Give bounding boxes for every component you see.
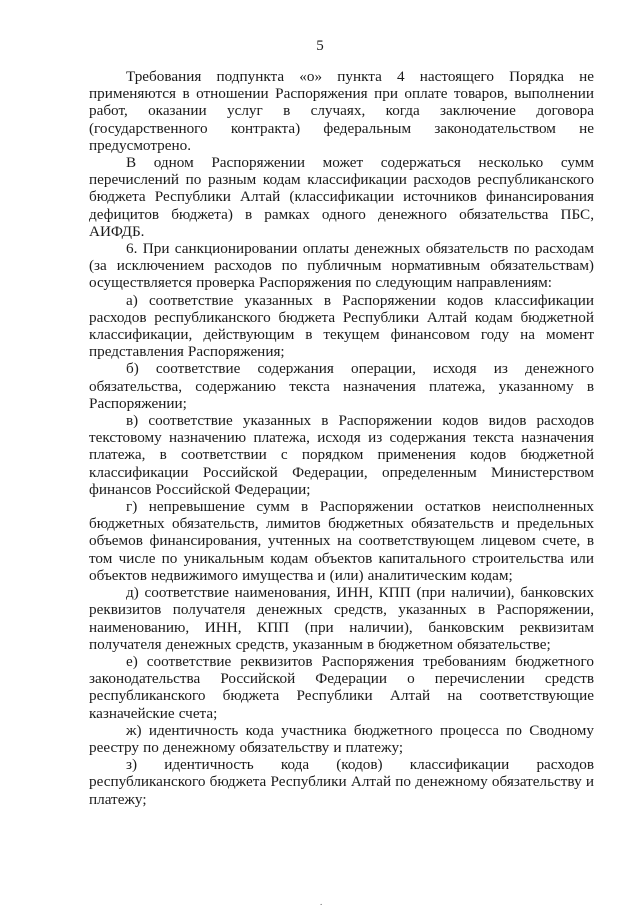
list-item-v: в) соответствие указанных в Распоряжении кодов видов расходов текстовому назначению платежа, исходя из содержания текста назначения платежа, в соответствии с порядком применения кодов бюджетной классификации Российской Федерации, определенным Министерством финансов Российской Федерации; (89, 412, 594, 498)
page-number: 5 (316, 38, 324, 54)
list-item-d: д) соответствие наименования, ИНН, КПП (при наличии), банковских реквизитов получателя денежных средств, указанных в Распоряжении, наименованию, ИНН, КПП (при наличии), банковским реквизитам получателя денежных средств, указанным в бюджетном обязательстве; (89, 584, 594, 653)
list-item-b: б) соответствие содержания операции, исходя из денежного обязательства, содержанию текста назначения платежа, указанному в Распоряжении; (89, 360, 594, 412)
paragraph-requirements-note: Требования подпункта «о» пункта 4 настоящего Порядка не применяются в отношении Распоряжения при оплате товаров, выполнении работ, оказании услуг в случаях, когда заключение договора (государственного контракта) федеральным законодательством не предусмотрено. (89, 68, 594, 154)
document-body (89, 68, 594, 808)
scan-dot-mark: . (320, 897, 323, 907)
list-item-g: г) непревышение сумм в Распоряжении остатков неисполненных бюджетных обязательств, лимитов бюджетных обязательств и предельных объемов финансирования, учтенных на соответствующем лицевом счете, в том числе по уникальным кодам объектов капитального строительства или объектов недвижимого имущества и (или) аналитическим кодам; (89, 498, 594, 584)
list-item-zh: ж) идентичность кода участника бюджетного процесса по Сводному реестру по денежному обязательству и платежу; (89, 721, 594, 756)
paragraph-item-6: 6. При санкционировании оплаты денежных обязательств по расходам (за исключением расходов по публичным нормативным обязательствам) осуществляется проверка Распоряжения по следующим направлениям: (89, 240, 594, 292)
list-item-a: а) соответствие указанных в Распоряжении кодов классификации расходов республиканского бюджета Республики Алтай кодам бюджетной классификации, действующим в текущем финансовом году на момент представления Распоряжения; (89, 291, 594, 361)
paragraph-multiple-sums: В одном Распоряжении может содержаться несколько сумм перечислений по разным кодам классификации расходов республиканского бюджета Республики Алтай (классификации источников финансирования дефицитов бюджета) в рамках одного денежного обязательства ПБС, АИФДБ. (89, 154, 594, 240)
list-item-z: з) идентичность кода (кодов) классификации расходов республиканского бюджета Республики Алтай по денежному обязательству и платежу; (89, 756, 594, 808)
list-item-e: е) соответствие реквизитов Распоряжения требованиям бюджетного законодательства Российской Федерации о перечислении средств республиканского бюджета Республики Алтай на соответствующие казначейские счета; (89, 652, 594, 722)
